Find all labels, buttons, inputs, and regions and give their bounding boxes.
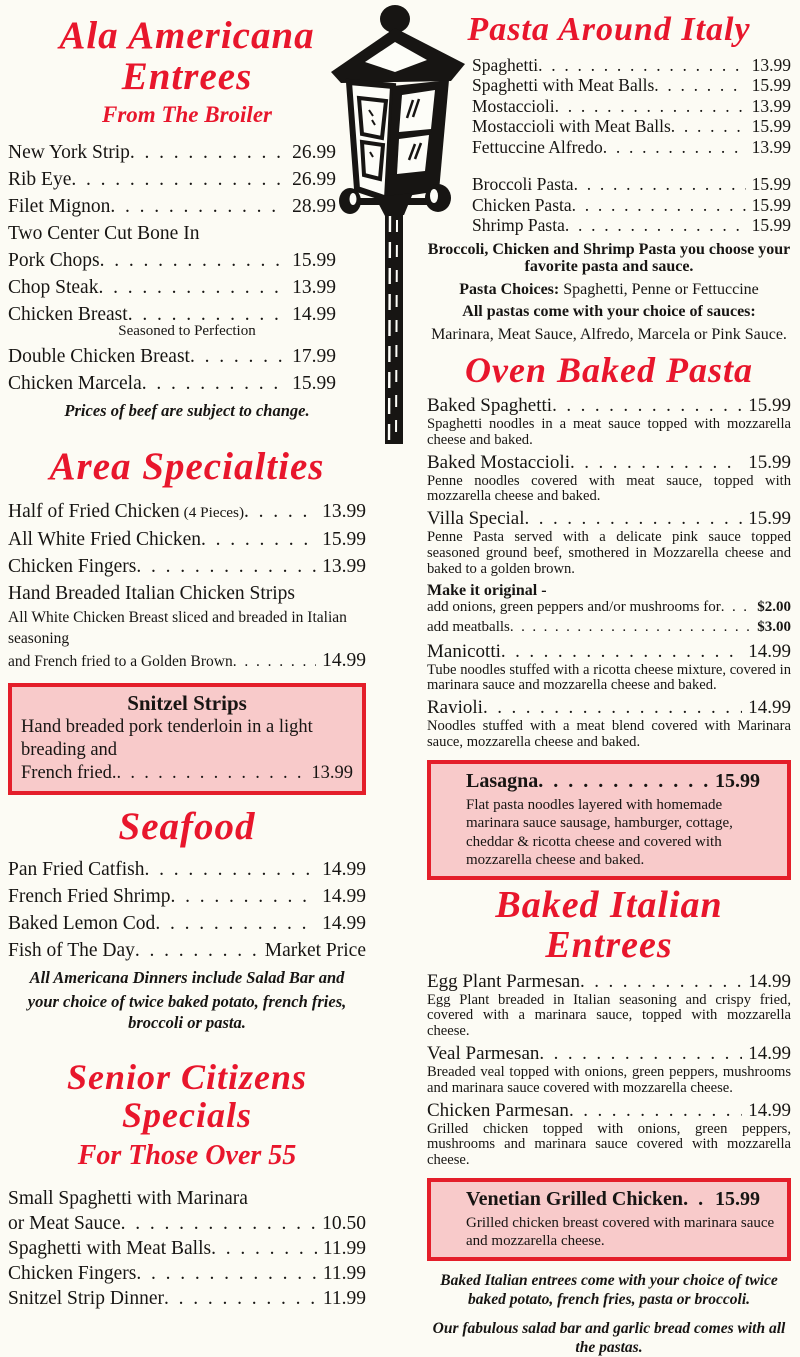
center-note: Pasta Choices: Spaghetti, Penne or Fettuccine [459,280,759,298]
menu-item-row [8,526,366,553]
item-price: 15.99 [751,174,791,195]
item-name: Fish of The Day [8,939,135,961]
section-footnote: Baked Italian entrees come with your choice of twice baked potato, french fries, pasta or broccoli. [440,1271,778,1308]
dot-leader [136,553,316,580]
item-price: 14.99 [748,1099,791,1121]
item-name: add onions, green peppers and/or mushrooms for [427,598,721,615]
item-name: Chicken Pasta [472,194,572,215]
menu-item-row [8,1261,366,1286]
item-description: Penne Pasta served with a delicate pink sauce topped seasoned ground beef, smothered in Mozzarella cheese and baked to a golden brown. [427,529,791,577]
item-price: 15.99 [748,508,791,530]
item-price: 26.99 [292,168,336,190]
item-price: 13.99 [751,95,791,116]
item-price: 15.99 [748,394,791,416]
dot-leader [580,971,742,993]
special-item-text: French fried. [21,762,117,783]
menu-item-row [8,343,336,370]
dot-leader [538,769,709,794]
menu-column-left [8,0,366,1311]
menu-item-row [8,193,336,220]
dot-leader [683,1187,709,1212]
item-description: Spaghetti noodles in a meat sauce topped with mozzarella cheese and baked. [427,415,791,448]
item-name: Manicotti [427,640,501,662]
item-price: 14.99 [322,858,366,880]
special-item-price-line [21,762,353,785]
item-price: 15.99 [751,116,791,137]
menu-item-row [472,96,791,117]
menu-item-row [472,55,791,76]
menu-section-baked-italian-entrees [427,883,791,1357]
dot-leader [121,1211,317,1236]
menu-item-row [472,116,791,137]
menu-column-right [427,0,791,1357]
item-name: Half of Fried Chicken (4 Pieces) [8,500,245,522]
special-item-description: Grilled chicken breast covered with marinara sauce and mozzarella cheese. [466,1214,775,1250]
item-price: 15.99 [292,249,336,271]
dot-leader [569,1100,742,1122]
item-price: 15.99 [322,528,366,550]
dot-leader [190,343,286,370]
center-note: Broccoli, Chicken and Shrimp Pasta you choose your favorite pasta and sauce. [427,240,791,276]
menu-item-row [472,195,791,216]
item-price: Market Price [264,939,366,961]
dot-leader [510,620,751,636]
item-name: Villa Special [427,508,525,530]
special-item-price: 15.99 [715,769,760,792]
menu-section-pasta-around-italy [427,12,791,343]
dot-leader [136,1261,316,1286]
item-description: Penne noodles covered with meat sauce, topped with mozzarella cheese and baked. [427,472,791,505]
section-subtitle: From The Broiler [102,101,272,127]
item-name: Pork Chops [8,249,100,271]
item-name: French Fried Shrimp [8,885,171,907]
section-title: Seafood [118,804,256,848]
item-price: 15.99 [751,194,791,215]
menu-item-row [8,910,366,937]
menu-item-row [8,370,336,397]
section-title: Senior Citizens Specials [66,1056,308,1135]
menu-item-row [427,1043,791,1065]
item-price: 15.99 [748,451,791,473]
item-price: 14.99 [292,303,336,325]
section-footnote: Our fabulous salad bar and garlic bread comes with all the pastas. [432,1319,786,1356]
item-name: Rib Eye [8,168,72,190]
item-price: 11.99 [322,1238,366,1260]
menu-item-row [427,395,791,417]
section-title: Ala Americana Entrees [59,14,315,98]
section-footnote: All Americana Dinners include Salad Bar and [29,967,345,987]
item-name: Spaghetti with Meat Balls [472,75,655,96]
item-price: 11.99 [322,1288,366,1310]
item-price: 11.99 [322,1263,366,1285]
dot-leader [574,174,746,195]
item-name: Chicken Breast [8,303,128,325]
dot-leader [170,883,316,910]
special-item-box [427,1178,791,1261]
dot-leader [142,370,286,397]
item-name: Broccoli Pasta [472,174,574,195]
dot-leader [130,139,286,166]
dot-leader [565,215,746,236]
item-lead-in: Make it original - [427,581,547,599]
dot-leader [110,193,286,220]
street-lamp-icon [329,2,477,444]
item-description: All White Chicken Breast sliced and breaded in Italian seasoning [8,608,347,647]
section-title: Area Specialties [49,444,325,488]
dot-leader [721,600,752,616]
section-title: Baked Italian Entrees [495,883,723,966]
item-name: Baked Lemon Cod [8,912,156,934]
dot-leader [145,856,317,883]
menu-item-row [427,971,791,993]
dot-leader [117,762,306,785]
dot-leader [603,137,746,158]
section-title: Pasta Around Italy [467,11,751,48]
dot-leader [211,1236,317,1261]
item-description: Egg Plant breaded in Italian seasoning and crispy fried, covered with a marinara sauce, topped with mozzarella cheese. [427,991,791,1040]
item-name: Chicken Fingers [8,1263,137,1285]
item-price: 17.99 [292,345,336,367]
dot-leader [539,1043,742,1065]
dot-leader [201,526,316,553]
item-name: Veal Parmesan [427,1042,540,1064]
item-name: Baked Mostaccioli [427,451,570,473]
menu-item-name-line: Small Spaghetti with Marinara [8,1188,248,1210]
item-description: Grilled chicken topped with onions, green peppers, mushrooms and marinara sauce covered with mozzarella cheese. [427,1120,791,1169]
menu-item-row [8,1286,366,1311]
menu-item-row [427,697,791,719]
item-name: Mostaccioli with Meat Balls [472,116,671,137]
dot-leader [572,195,746,216]
section-footnote: your choice of twice baked potato, french fries, broccoli or pasta. [27,991,347,1032]
menu-item-row [427,641,791,663]
dot-leader [525,508,743,530]
item-price: 14.99 [748,697,791,719]
item-name: Chicken Fingers [8,555,137,577]
menu-item-row [8,553,366,580]
dot-leader [100,247,287,274]
menu-item-row [472,137,791,158]
dot-leader [233,650,316,674]
item-price: 14.99 [322,885,366,907]
menu-section-ala-americana [8,16,366,421]
section-footnote: Prices of beef are subject to change. [64,400,310,420]
item-name: and French fried to a Golden Brown [8,652,233,670]
item-description: Breaded veal topped with onions, green peppers, mushrooms and marinara sauce covered with mozzarella cheese. [427,1063,791,1096]
item-price: 14.99 [748,640,791,662]
dot-leader [501,641,742,663]
menu-item-row [8,247,336,274]
item-name: Double Chicken Breast [8,345,190,367]
item-price: $2.00 [757,598,791,615]
dot-leader [654,75,745,96]
item-name: Filet Mignon [8,195,111,217]
menu-item-row [472,75,791,96]
item-name: Fettuccine Alfredo [472,136,603,157]
dot-leader [71,166,286,193]
center-note: All pastas come with your choice of sauces: [462,303,756,321]
special-item-text: Hand breaded pork tenderloin in a light breading and [21,716,313,760]
item-name: Baked Spaghetti [427,394,553,416]
item-price: $3.00 [757,619,791,636]
dot-leader [555,96,746,117]
item-name: Mostaccioli [472,95,555,116]
item-name: Spaghetti with Meat Balls [8,1238,212,1260]
section-subtitle: For Those Over 55 [77,1140,297,1172]
special-item-box [427,760,791,880]
item-price: 14.99 [748,1042,791,1064]
special-item-title-row [440,768,778,796]
dot-leader [552,395,742,417]
special-item-price: 15.99 [715,1187,760,1210]
menu-section-senior-citizens [8,1056,366,1312]
dot-leader [671,116,746,137]
menu-item-row [427,508,791,530]
menu-item-row [8,1211,366,1236]
menu-item-row [8,937,366,964]
menu-item-row [8,883,366,910]
special-item-title: Venetian Grilled Chicken [466,1187,684,1210]
item-name: Chicken Parmesan [427,1099,569,1121]
item-name: Egg Plant Parmesan [427,970,581,992]
item-name: Snitzel Strip Dinner [8,1288,164,1310]
item-price: 10.50 [322,1213,366,1235]
menu-item-row [8,498,366,526]
menu-item-row [472,174,791,195]
menu-item-row [427,452,791,474]
item-name: Ravioli [427,697,483,719]
item-price: 14.99 [322,912,366,934]
menu-item-row [8,856,366,883]
item-name: Spaghetti [472,54,539,75]
item-name: or Meat Sauce [8,1213,121,1235]
menu-item-row [472,215,791,236]
item-price: 14.99 [322,649,366,671]
center-note: Marinara, Meat Sauce, Alfredo, Marcela or Pink Sauce. [431,325,787,343]
center-note-label: Pasta Choices: [459,280,560,298]
item-description: Tube noodles stuffed with a ricotta cheese mixture, covered in marinara sauce and mozzarella cheese and baked. [427,661,791,694]
item-name: add meatballs [427,619,510,636]
dot-leader [483,697,742,719]
special-item-title: Snitzel Strips [127,690,247,715]
item-name: All White Fried Chicken [8,528,201,550]
item-price: 13.99 [751,54,791,75]
item-name-suffix: (4 Pieces) [183,503,245,521]
special-item-title: Lasagna [466,769,539,792]
item-name: Pan Fried Catfish [8,858,145,880]
item-price: 13.99 [322,555,366,577]
menu-item-name-line: Two Center Cut Bone In [8,222,200,244]
dot-leader [155,910,316,937]
item-price: 13.99 [292,276,336,298]
item-price: 15.99 [292,372,336,394]
dot-leader [164,1286,317,1311]
dot-leader [135,937,259,964]
menu-section-seafood [8,804,366,1033]
item-note: Seasoned to Perfection [118,322,256,339]
item-price: 28.99 [292,195,336,217]
item-price: 15.99 [751,215,791,236]
item-name: Chop Steak [8,276,99,298]
special-item-description: Flat pasta noodles layered with homemade marinara sauce sausage, hamburger, cottage, cheddar & ricotta cheese and covered with mozzarella cheese and baked. [466,796,733,869]
menu-item-row [8,649,366,674]
menu-section-area-specialties [8,444,366,795]
spacer [427,157,791,174]
special-item-box [8,683,366,795]
section-title: Oven Baked Pasta [465,350,753,391]
menu-item-row [427,1100,791,1122]
item-price: 15.99 [751,75,791,96]
menu-item-row [427,600,791,616]
item-description: Noodles stuffed with a meat blend covered with Marinara sauce, mozzarella cheese and baked. [427,718,791,750]
item-name: New York Strip [8,141,130,163]
menu-item-row [8,139,336,166]
dot-leader [244,498,316,525]
special-item-price: 13.99 [311,762,353,783]
item-price: 14.99 [748,970,791,992]
special-item-title-row [440,1186,778,1214]
menu-item-row [8,1236,366,1261]
menu-section-oven-baked-pasta [427,352,791,880]
menu-item-row [427,620,791,636]
menu-item-row [8,166,336,193]
item-price: 26.99 [292,141,336,163]
item-price: 13.99 [322,500,366,522]
item-name: Chicken Marcela [8,372,142,394]
menu-item-row [8,274,336,301]
dot-leader [538,55,746,76]
menu-item-name-line: Hand Breaded Italian Chicken Strips [8,582,296,604]
item-name: Shrimp Pasta [472,215,565,236]
dot-leader [570,452,742,474]
item-price: 13.99 [751,136,791,157]
dot-leader [98,274,286,301]
